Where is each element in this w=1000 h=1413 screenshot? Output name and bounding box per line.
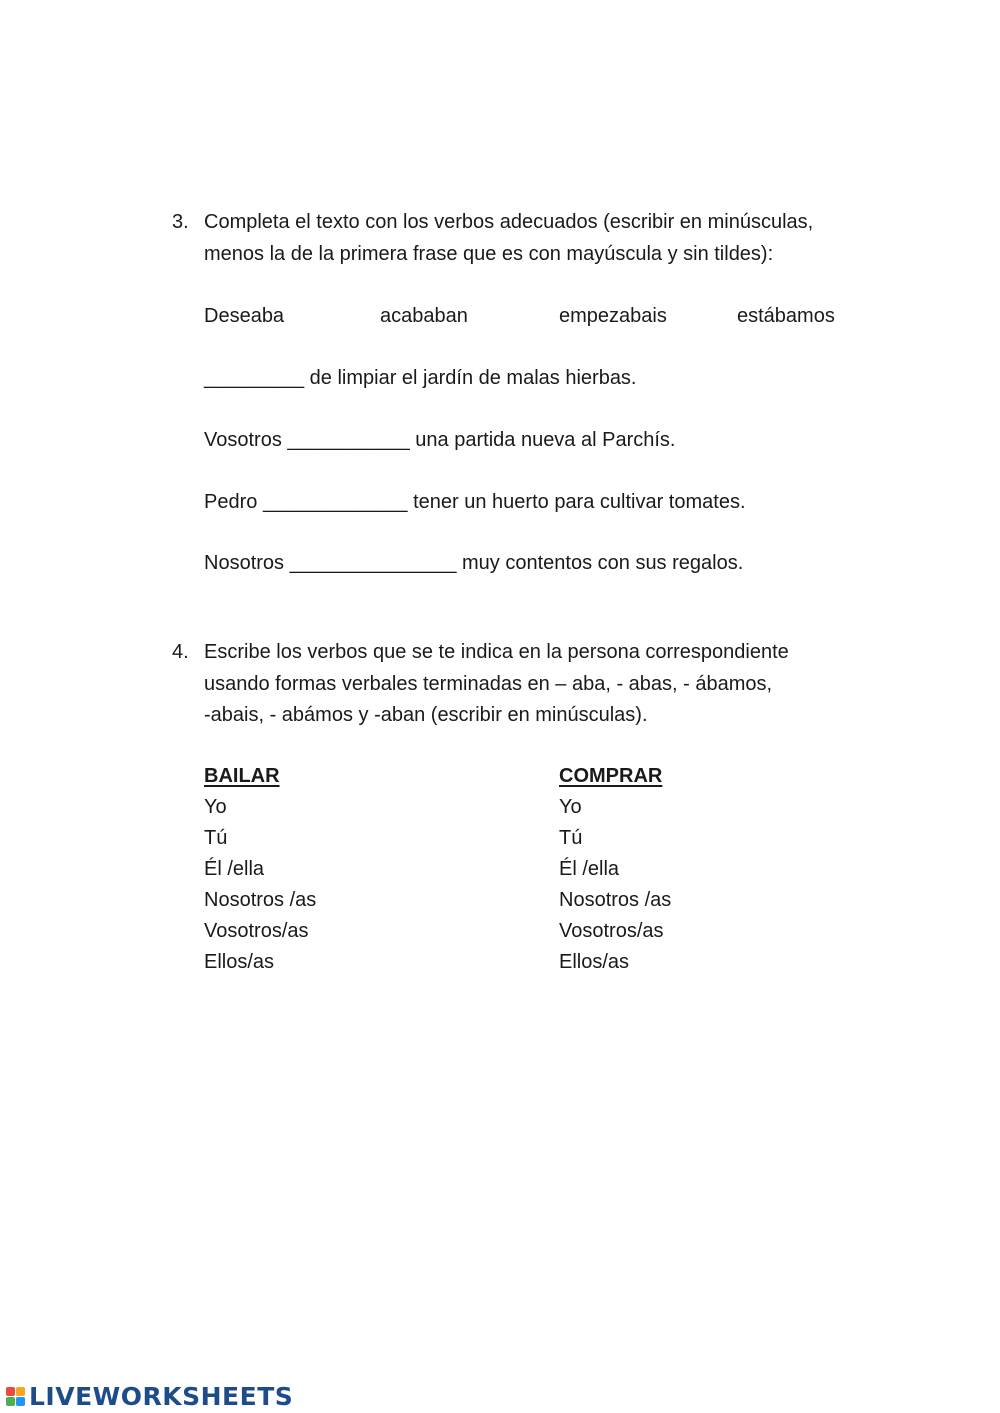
verb-heading: COMPRAR [559,765,663,787]
person-label: Yo [204,796,227,818]
sentence-2 [204,428,675,452]
logo-blocks-icon [6,1387,25,1406]
sentence-4 [204,551,743,575]
person-label: Vosotros/as [559,920,664,942]
person-label: Él /ella [204,858,265,880]
person-label: Vosotros/as [204,920,309,942]
answer-blank[interactable]: _________ [204,367,305,389]
person-label: Ellos/as [204,951,275,973]
exercise-4-instruction-line-2: usando formas verbales terminadas en – aba, - abas, - ábamos, [204,673,773,695]
exercise-4-instruction-line-1: Escribe los verbos que se te indica en la persona correspondiente [204,641,789,663]
sentence-after: muy contentos con sus regalos. [456,552,744,574]
sentence-1 [204,366,637,390]
sentence-after: tener un huerto para cultivar tomates. [407,491,746,513]
exercise-4-instruction-line-3: -abais, - abámos y -aban (escribir en minúsculas). [204,704,648,726]
word-bank-item: estábamos [737,305,835,327]
word-bank-item: acababan [380,305,468,327]
exercise-3-instruction-line-2: menos la de la primera frase que es con mayúscula y sin tildes): [204,243,774,265]
liveworksheets-logo [6,1381,293,1411]
person-label: Tú [204,827,228,849]
sentence-after: de limpiar el jardín de malas hierbas. [304,367,637,389]
sentence-after: una partida nueva al Parchís. [409,429,676,451]
person-label: Nosotros /as [204,889,317,911]
sentence-before: Vosotros [204,429,288,451]
verb-heading: BAILAR [204,765,280,787]
answer-blank[interactable]: _______________ [289,552,457,574]
sentence-before: Pedro [204,491,263,513]
exercise-3-number: 3. [172,211,189,233]
answer-blank[interactable]: ___________ [287,429,410,451]
person-label: Tú [559,827,583,849]
logo-text: LIVEWORKSHEETS [29,1381,294,1411]
person-label: Yo [559,796,582,818]
person-label: Nosotros /as [559,889,672,911]
exercise-3-instruction-line-1: Completa el texto con los verbos adecuados (escribir en minúsculas, [204,211,814,233]
word-bank-item: Deseaba [204,305,285,327]
sentence-before: Nosotros [204,552,290,574]
exercise-4-number: 4. [172,641,189,663]
word-bank-item: empezabais [559,305,667,327]
person-label: Él /ella [559,858,620,880]
sentence-3 [204,490,746,514]
person-label: Ellos/as [559,951,630,973]
answer-blank[interactable]: _____________ [262,491,408,513]
